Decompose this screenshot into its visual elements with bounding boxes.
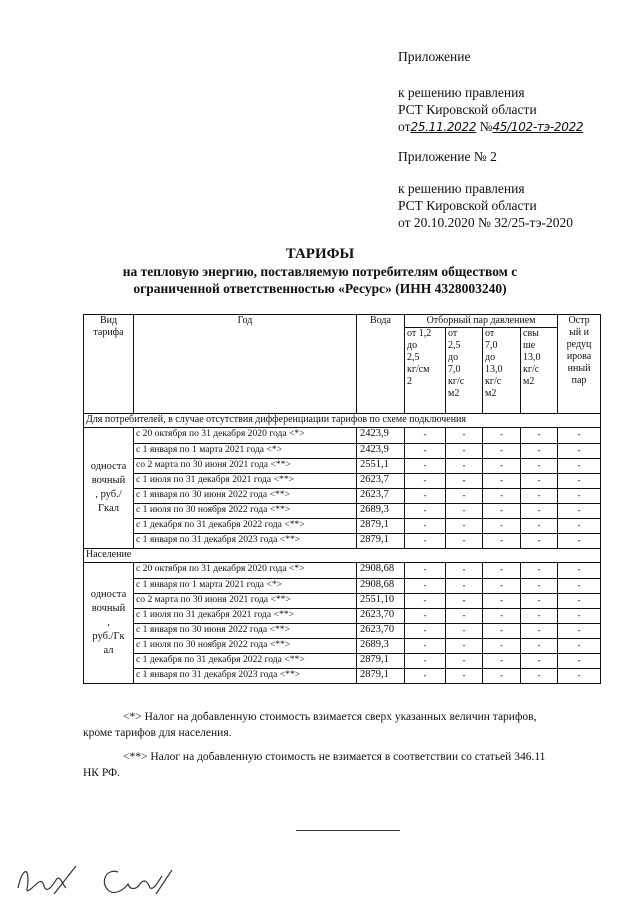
- dash-cell: -: [405, 444, 446, 459]
- appendix2-block: [398, 148, 497, 165]
- dash-cell: -: [405, 654, 446, 669]
- dash-cell: -: [558, 519, 601, 534]
- dash-cell: -: [521, 639, 558, 654]
- dash-cell: -: [521, 624, 558, 639]
- appendix-label: Приложение: [398, 49, 471, 64]
- table-row: [84, 609, 601, 624]
- dash-cell: -: [483, 594, 521, 609]
- period-cell: с 1 января по 1 марта 2021 года <*>: [134, 579, 357, 594]
- dash-cell: -: [405, 428, 446, 444]
- dash-cell: -: [483, 504, 521, 519]
- dash-cell: -: [405, 609, 446, 624]
- doc-title: ТАРИФЫ: [285, 246, 355, 262]
- dash-cell: -: [558, 504, 601, 519]
- dash-cell: -: [405, 669, 446, 684]
- table-row: [84, 594, 601, 609]
- dash-cell: -: [521, 534, 558, 549]
- header-block: [398, 48, 470, 65]
- dash-cell: -: [521, 444, 558, 459]
- dash-cell: -: [446, 504, 483, 519]
- dash-cell: -: [446, 459, 483, 474]
- table-row: [84, 428, 601, 444]
- table-row: [84, 489, 601, 504]
- dash-cell: -: [405, 519, 446, 534]
- dash-cell: -: [446, 563, 483, 579]
- table-row: [84, 669, 601, 684]
- water-cell: 2623,7: [357, 474, 405, 489]
- dash-cell: -: [446, 474, 483, 489]
- dash-cell: -: [521, 579, 558, 594]
- period-cell: с 20 октября по 31 декабря 2020 года <*>: [134, 428, 357, 444]
- dash-cell: -: [446, 428, 483, 444]
- dash-cell: -: [405, 459, 446, 474]
- col-head-water: Вода: [357, 315, 405, 414]
- ref2-line: от 20.10.2020 № 32/25-тэ-2020: [398, 215, 573, 230]
- table-row: [84, 579, 601, 594]
- dash-cell: -: [446, 624, 483, 639]
- col-head-p4: свы ше 13,0 кг/с м2: [521, 328, 558, 414]
- doc-subtitle-2: ограниченной ответственностью «Ресурс» (ИНН 4328003240): [133, 281, 507, 296]
- dash-cell: -: [558, 579, 601, 594]
- divider-line: [296, 830, 400, 831]
- signature-1: [14, 860, 84, 900]
- dash-cell: -: [558, 563, 601, 579]
- dash-cell: -: [483, 654, 521, 669]
- period-cell: с 1 июля по 31 декабря 2021 года <**>: [134, 474, 357, 489]
- dash-cell: -: [558, 594, 601, 609]
- dash-cell: -: [483, 519, 521, 534]
- dash-cell: -: [483, 428, 521, 444]
- period-cell: с 1 января по 30 июня 2022 года <**>: [134, 624, 357, 639]
- dash-cell: -: [446, 669, 483, 684]
- period-cell: со 2 марта по 30 июня 2021 года <**>: [134, 459, 357, 474]
- dash-cell: -: [405, 563, 446, 579]
- dash-cell: -: [446, 609, 483, 624]
- dash-cell: -: [446, 444, 483, 459]
- period-cell: с 1 июля по 30 ноября 2022 года <**>: [134, 504, 357, 519]
- dash-cell: -: [521, 474, 558, 489]
- dash-cell: -: [483, 489, 521, 504]
- dash-cell: -: [521, 563, 558, 579]
- dash-cell: -: [483, 563, 521, 579]
- dash-cell: -: [521, 654, 558, 669]
- dash-cell: -: [446, 519, 483, 534]
- period-cell: с 1 января по 31 декабря 2023 года <**>: [134, 669, 357, 684]
- col-head-p3: от 7,0 до 13,0 кг/с м2: [483, 328, 521, 414]
- dash-cell: -: [405, 594, 446, 609]
- period-cell: с 1 декабря по 31 декабря 2022 года <**>: [134, 654, 357, 669]
- water-cell: 2879,1: [357, 534, 405, 549]
- dash-cell: -: [405, 474, 446, 489]
- col-head-sharp-steam: Остр ый и редуц ирова нный пар: [558, 315, 601, 414]
- water-cell: 2423,9: [357, 444, 405, 459]
- dash-cell: -: [521, 489, 558, 504]
- dash-cell: -: [483, 609, 521, 624]
- dash-cell: -: [521, 504, 558, 519]
- dash-cell: -: [521, 519, 558, 534]
- water-cell: 2689,3: [357, 639, 405, 654]
- dash-cell: -: [558, 609, 601, 624]
- tariff-table: [83, 314, 601, 684]
- doc-subtitle-1: на тепловую энергию, поставляемую потребителям обществом с: [122, 264, 518, 279]
- dash-cell: -: [558, 459, 601, 474]
- table-row: [84, 459, 601, 474]
- date-prefix: от: [398, 119, 411, 134]
- table-row: [84, 624, 601, 639]
- water-cell: 2551,1: [357, 459, 405, 474]
- dash-cell: -: [405, 639, 446, 654]
- dash-cell: -: [446, 594, 483, 609]
- table-row: [84, 654, 601, 669]
- org2-line: РСТ Кировской области: [398, 198, 537, 213]
- dash-cell: -: [483, 639, 521, 654]
- water-cell: 2551,10: [357, 594, 405, 609]
- dash-cell: -: [483, 474, 521, 489]
- table-row: [84, 534, 601, 549]
- dash-cell: -: [483, 579, 521, 594]
- table-row: [84, 519, 601, 534]
- dash-cell: -: [446, 489, 483, 504]
- dash-cell: -: [558, 654, 601, 669]
- dash-cell: -: [558, 444, 601, 459]
- dash-cell: -: [446, 534, 483, 549]
- group-label: односта вочный , руб./ Гкал: [84, 428, 134, 549]
- dash-cell: -: [446, 639, 483, 654]
- dash-cell: -: [558, 639, 601, 654]
- signature-2: [98, 860, 176, 900]
- period-cell: с 20 октября по 31 декабря 2020 года <*>: [134, 563, 357, 579]
- water-cell: 2623,70: [357, 609, 405, 624]
- handwritten-number: 45/102-тэ-2022: [492, 120, 584, 134]
- water-cell: 2908,68: [357, 579, 405, 594]
- col-head-p1: от 1,2 до 2,5 кг/см 2: [405, 328, 446, 414]
- decision2-line: к решению правления: [398, 181, 525, 196]
- dash-cell: -: [483, 669, 521, 684]
- dash-cell: -: [558, 534, 601, 549]
- period-cell: с 1 июля по 30 ноября 2022 года <**>: [134, 639, 357, 654]
- water-cell: 2879,1: [357, 654, 405, 669]
- col-head-extraction-steam: Отборный пар давлением: [405, 315, 558, 328]
- water-cell: 2689,3: [357, 504, 405, 519]
- water-cell: 2908,68: [357, 563, 405, 579]
- decision-line: к решению правления: [398, 85, 525, 100]
- period-cell: с 1 января по 31 декабря 2023 года <**>: [134, 534, 357, 549]
- dash-cell: -: [558, 474, 601, 489]
- decision-block: [398, 84, 583, 136]
- section-row: Для потребителей, в случае отсутствия дифференциации тарифов по схеме подключения: [84, 414, 601, 428]
- period-cell: с 1 июля по 31 декабря 2021 года <**>: [134, 609, 357, 624]
- water-cell: 2879,1: [357, 519, 405, 534]
- dash-cell: -: [446, 579, 483, 594]
- dash-cell: -: [521, 459, 558, 474]
- table-row: [84, 474, 601, 489]
- section-row: Население: [84, 549, 601, 563]
- dash-cell: -: [521, 609, 558, 624]
- number-prefix: №: [479, 119, 493, 134]
- decision2-block: [398, 180, 573, 231]
- group-label: односта вочный , руб./Гк ал: [84, 563, 134, 684]
- water-cell: 2879,1: [357, 669, 405, 684]
- dash-cell: -: [483, 534, 521, 549]
- dash-cell: -: [521, 428, 558, 444]
- period-cell: с 1 января по 30 июня 2022 года <**>: [134, 489, 357, 504]
- note-vat-2: <**> Налог на добавленную стоимость не взимается в соответствии со статьей 346.11 НК РФ.: [83, 751, 546, 779]
- period-cell: со 2 марта по 30 июня 2021 года <**>: [134, 594, 357, 609]
- dash-cell: -: [521, 594, 558, 609]
- table-row: [84, 639, 601, 654]
- dash-cell: -: [405, 504, 446, 519]
- dash-cell: -: [405, 579, 446, 594]
- dash-cell: -: [558, 669, 601, 684]
- dash-cell: -: [558, 489, 601, 504]
- dash-cell: -: [405, 624, 446, 639]
- table-row: [84, 444, 601, 459]
- period-cell: с 1 декабря по 31 декабря 2022 года <**>: [134, 519, 357, 534]
- handwritten-date: 25.11.2022: [410, 120, 477, 134]
- dash-cell: -: [558, 624, 601, 639]
- period-cell: с 1 января по 1 марта 2021 года <*>: [134, 444, 357, 459]
- col-head-p2: от 2,5 до 7,0 кг/с м2: [446, 328, 483, 414]
- org-line: РСТ Кировской области: [398, 102, 537, 117]
- table-row: [84, 504, 601, 519]
- col-head-year: Год: [134, 315, 357, 414]
- water-cell: 2623,7: [357, 489, 405, 504]
- note-vat-1: <*> Налог на добавленную стоимость взимается сверх указанных величин тарифов, кроме тарифов для населения.: [83, 711, 537, 739]
- dash-cell: -: [446, 654, 483, 669]
- water-cell: 2423,9: [357, 428, 405, 444]
- appendix2-label: Приложение № 2: [398, 149, 497, 164]
- col-head-type: Вид тарифа: [84, 315, 134, 414]
- water-cell: 2623,70: [357, 624, 405, 639]
- dash-cell: -: [405, 489, 446, 504]
- dash-cell: -: [521, 669, 558, 684]
- dash-cell: -: [405, 534, 446, 549]
- dash-cell: -: [483, 459, 521, 474]
- dash-cell: -: [483, 444, 521, 459]
- dash-cell: -: [558, 428, 601, 444]
- table-row: [84, 563, 601, 579]
- dash-cell: -: [483, 624, 521, 639]
- handwritten-date-line: [398, 118, 583, 136]
